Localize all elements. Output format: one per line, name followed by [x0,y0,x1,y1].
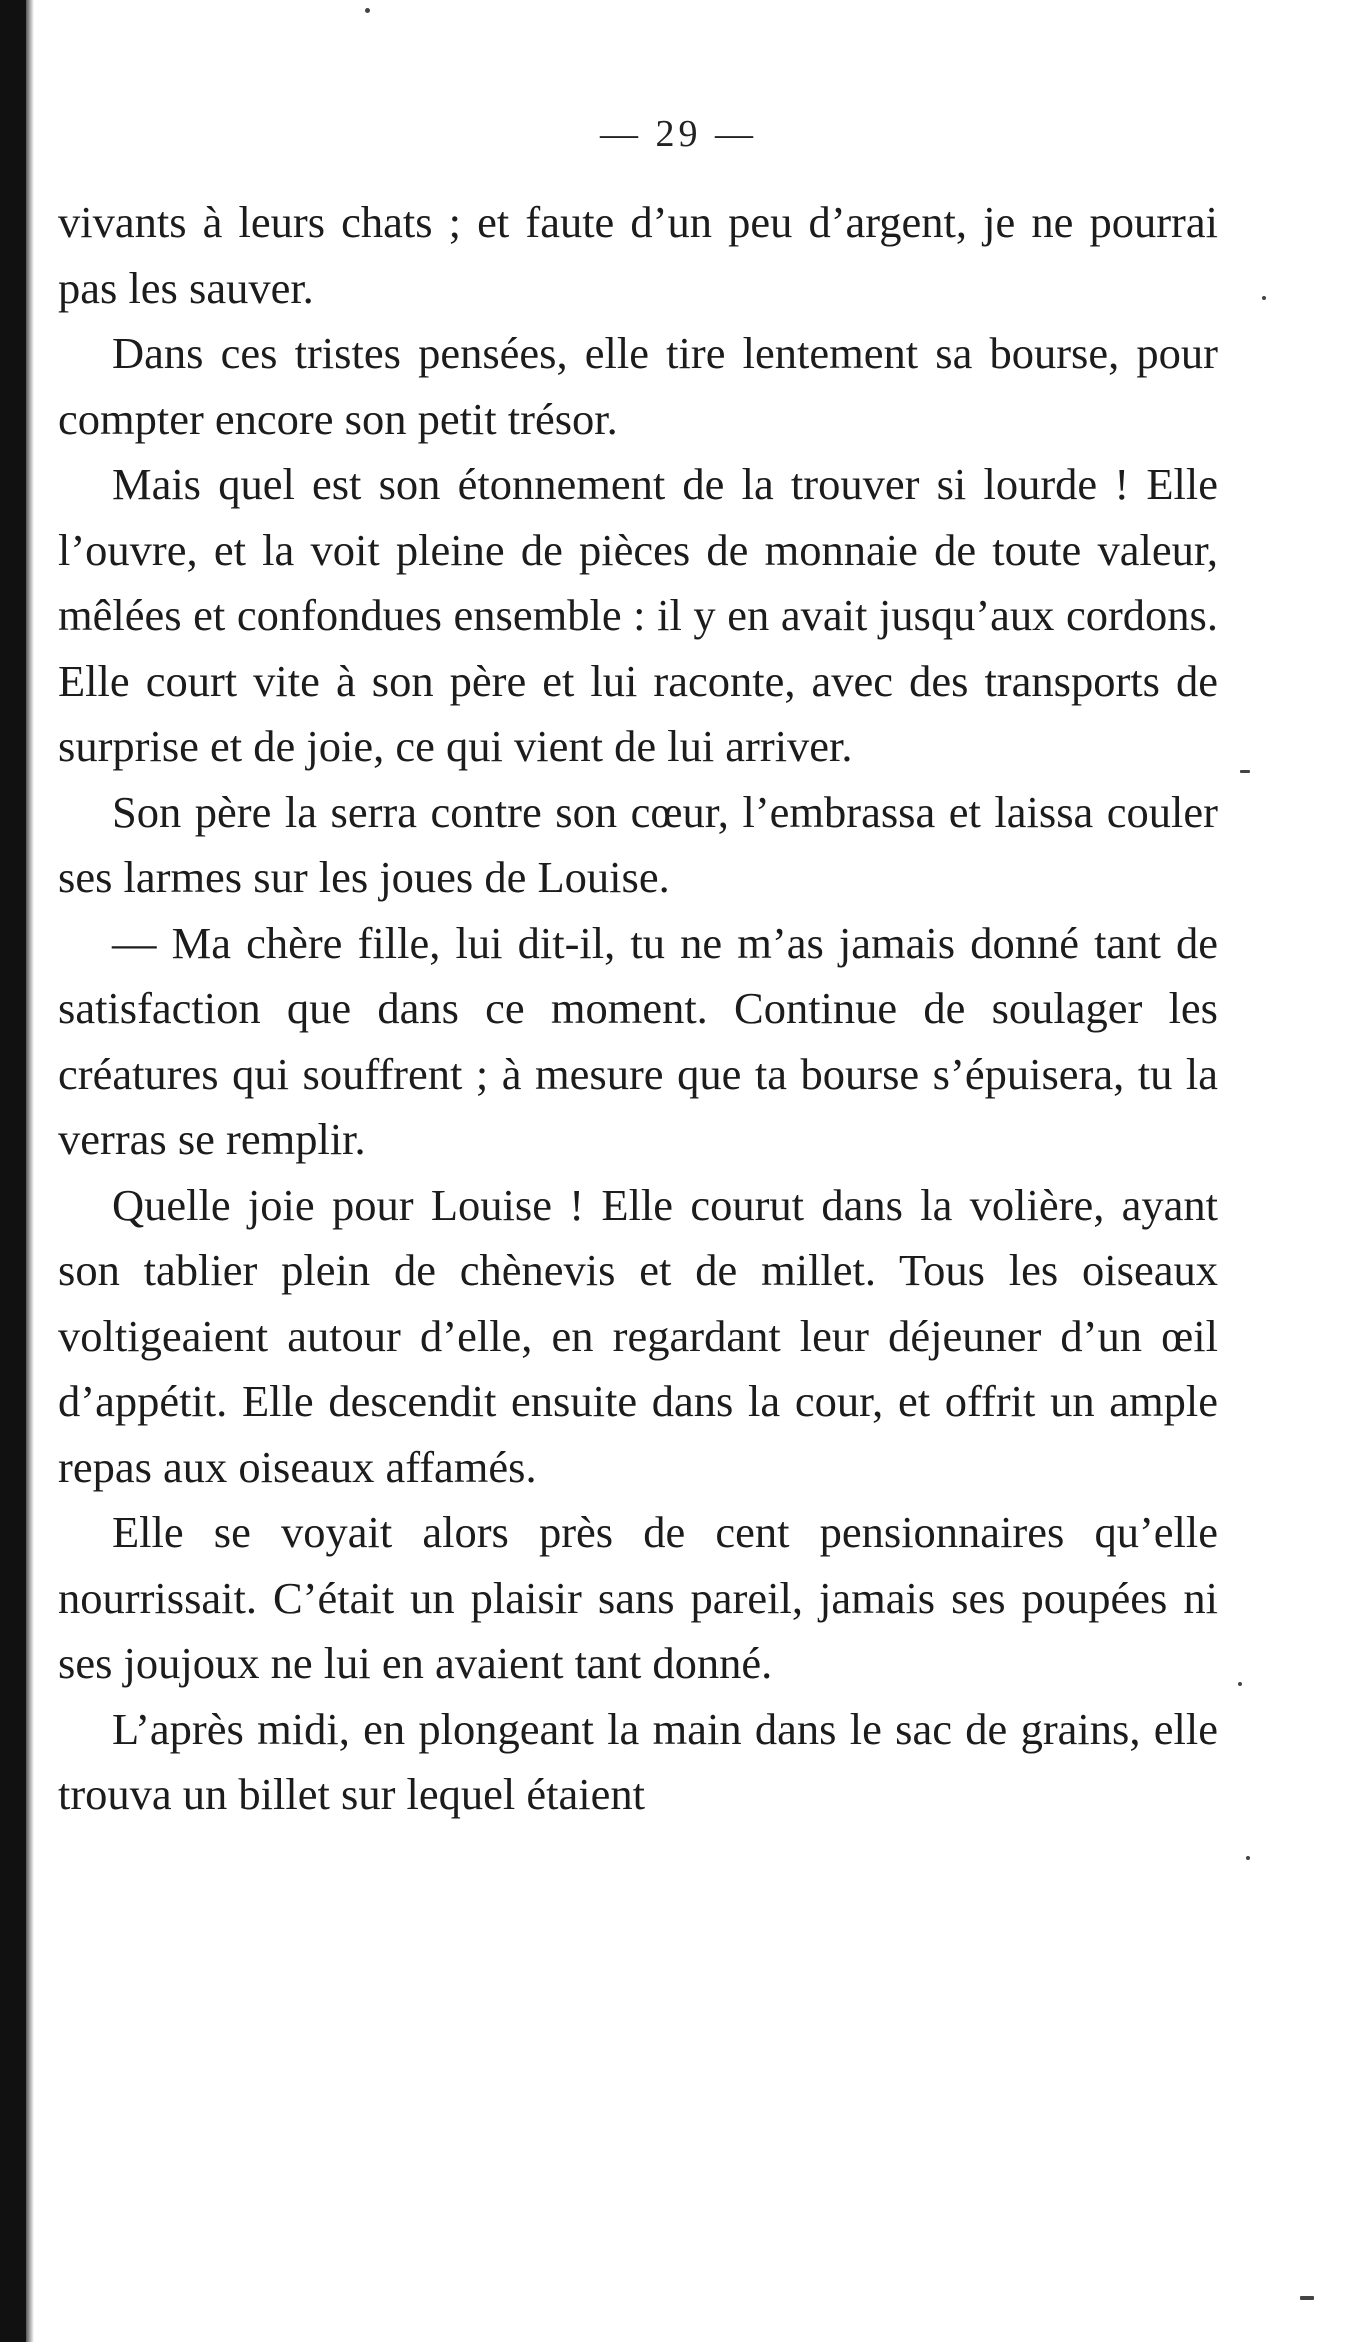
scan-speck [1300,2296,1314,2300]
scan-speck [1240,770,1250,773]
scan-speck [1246,1856,1250,1860]
paragraph: — Ma chère fille, lui dit-il, tu ne m’as jamais donné tant de satisfaction que dans ce moment. Continue de soulager les créatures qui souffrent ; à mesure que ta bourse s’épuisera, tu la verras se remplir. [58,917,1218,1164]
paragraph: Dans ces tristes pensées, elle tire lentement sa bourse, pour compter encore son petit trésor. [58,328,1218,444]
body-text [58,190,1218,1828]
scan-speck [365,8,370,13]
scan-speck [1262,296,1266,300]
page-number: — 29 — [600,113,757,155]
paragraph: Quelle joie pour Louise ! Elle courut dans la volière, ayant son tablier plein de chènevis et de millet. Tous les oiseaux voltigeaient autour d’elle, en regardant leur déjeuner d’un œil d’appétit. Elle descendit ensuite dans la cour, et offrit un ample repas aux oiseaux affamés. [58,1179,1218,1492]
paragraph: Son père la serra contre son cœur, l’embrassa et laissa couler ses larmes sur les joues de Louise. [58,786,1218,902]
scan-edge-binding [0,0,26,2342]
paragraph: Mais quel est son étonnement de la trouver si lourde ! Elle l’ouvre, et la voit pleine de pièces de monnaie de toute valeur, mêlées et confondues ensemble : il y en avait jusqu’aux cordons. Elle court vite à son père et lui raconte, avec des transports de surprise et de joie, ce qui vient de lui arriver. [58,459,1218,771]
scan-speck [1238,1682,1242,1686]
paragraph: vivants à leurs chats ; et faute d’un peu d’argent, je ne pourrai pas les sauver. [58,197,1218,313]
paragraph: L’après midi, en plongeant la main dans le sac de grains, elle trouva un billet sur lequel étaient [58,1703,1218,1819]
paragraph: Elle se voyait alors près de cent pensionnaires qu’elle nourrissait. C’était un plaisir sans pareil, jamais ses poupées ni ses joujoux ne lui en avaient tant donné. [58,1507,1218,1688]
